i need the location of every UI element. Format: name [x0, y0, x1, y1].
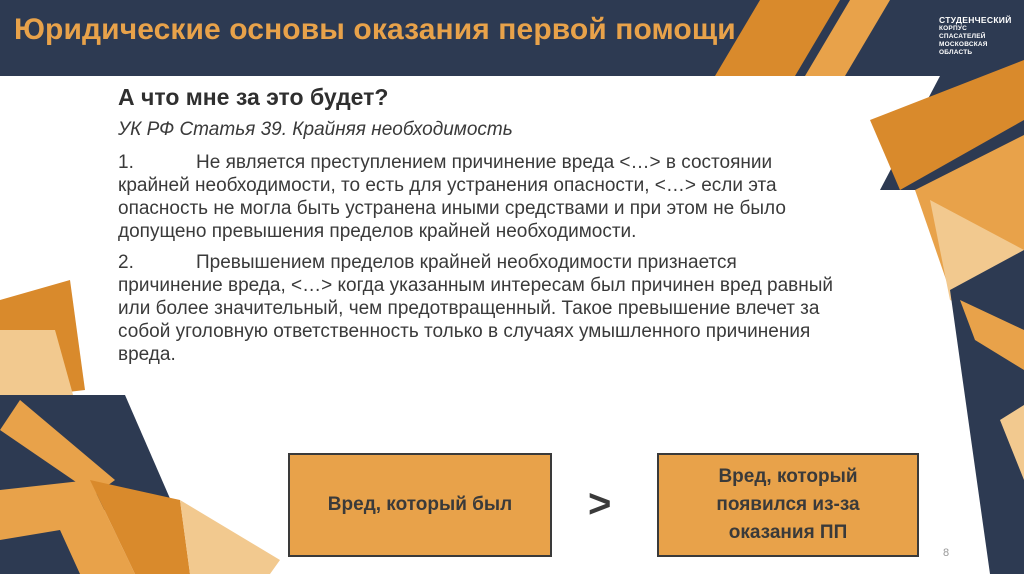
- slide-title: Юридические основы оказания первой помощи: [14, 13, 736, 46]
- organization-logo: [939, 16, 1015, 57]
- harm-caused-box: [288, 453, 552, 557]
- paragraph-2-number: 2.: [118, 252, 134, 273]
- paragraph-1-text: Не является преступлением причинение вреда <…> в состоянии крайней необходимости, то есть для устранения опасности, <…> если эта опасность не могла быть устранена иными средствами и при этом не было допущено превышения пределов крайней необходимости.: [118, 152, 786, 242]
- paragraph-1: [118, 151, 838, 243]
- content-heading: А что мне за это будет?: [118, 84, 389, 110]
- paragraph-1-number: 1.: [118, 152, 134, 173]
- logo-line-3: МОСКОВСКАЯ ОБЛАСТЬ: [939, 41, 988, 56]
- harm-prevented-label: Вред, который появился из-за оказания ПП: [716, 466, 860, 543]
- slide-header: [0, 0, 1024, 76]
- logo-line-2: КОРПУС СПАСАТЕЛЕЙ: [939, 25, 986, 40]
- paragraph-2: [118, 251, 838, 366]
- page-number: 8: [943, 547, 950, 559]
- slide-content: [118, 84, 838, 374]
- article-reference: УК РФ Статья 39. Крайняя необходимость: [118, 119, 513, 140]
- paragraph-2-text: Превышением пределов крайней необходимости признается причинение вреда, <…> когда указанным интересам был причинен вред равный или более значительный, чем предотвращенный. Такое превышение влечет за собой уголовную ответственность только в случаях умышленного причинения вреда.: [118, 252, 834, 365]
- harm-caused-label: Вред, который был: [327, 494, 513, 515]
- greater-than-sign: >: [588, 482, 612, 526]
- harm-prevented-box: [657, 453, 919, 557]
- logo-line-1: СТУДЕНЧЕСКИЙ: [939, 15, 1012, 25]
- left-pale-bottom: [180, 500, 280, 574]
